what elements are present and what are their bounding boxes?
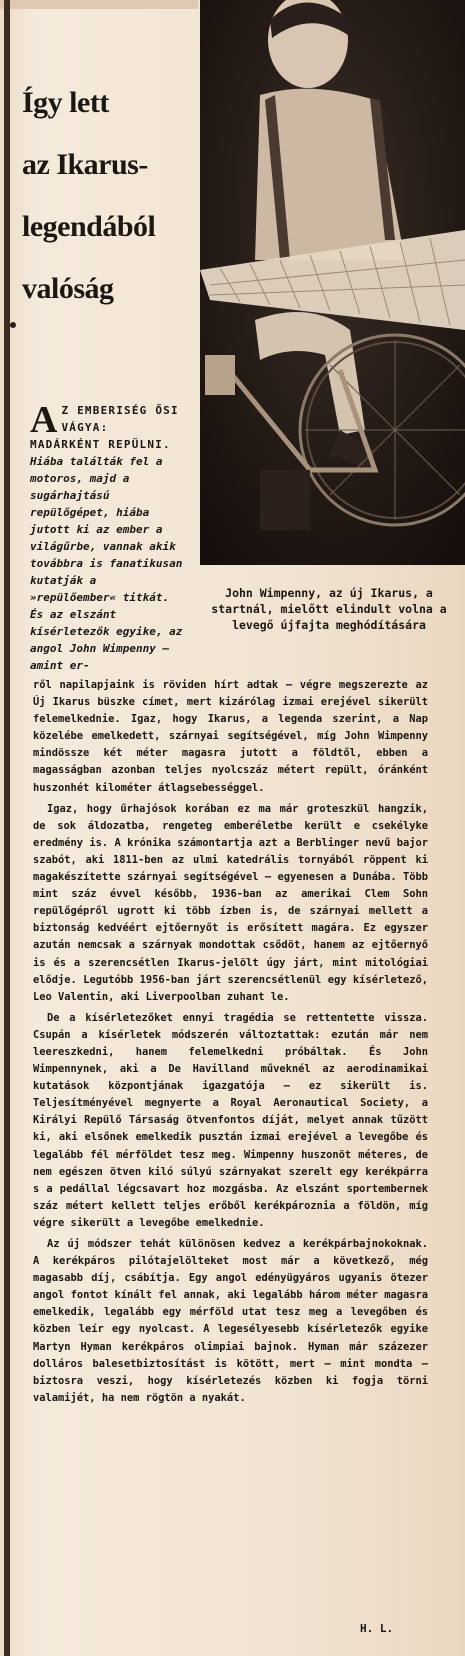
intro-text: Hiába találták fel a motoros, majd a sugárhajtású repülőgépet, hiába jutott ki az ember a világűrbe, vannak akik továbbra is fanatikusan kutatják a »repülőember« titkát. És az elszánt kísérletezők egyike, az angol John Wimpenny — amint er- (30, 455, 183, 672)
headline-line-3: legendából (22, 210, 156, 243)
article-intro (30, 399, 184, 674)
headline-line-2: az Ikarus- (22, 148, 148, 181)
headline-line-4: valóság (22, 272, 114, 305)
paragraph-2: Igaz, hogy űrhajósok korában ez ma már groteszkül hangzik, de sok áldozatba, rengeteg emberéletbe került e csekélyke eredmény is. A krónika számontartja azt a Berblinger nevű bajor szabót, aki 1811-ben az ulmi katedrális tornyából röppent ki magakészítette szárnyai segítségével — egyenesen a Dunába. Több mint száz évvel később, 1936-ban az amerikai Clem Sohn repülőgépről ugrott ki több ízben is, de szárnyai mellett a biztonság kedvéért ejtőernyőt is erősített magára. Ez egyszer azután nemcsak a szárnyak mondottak csődöt, hanem az ejtőernyő is és a szerencsétlen Ikarus-jelölt úgy járt, mint mitológiai elődje. Legutóbb 1956-ban járt szerencsétlenül egy kísérletező, Leo Valentin, aki Liverpoolban zuhant le. (33, 802, 428, 1003)
author-signature: H. L. (360, 1622, 394, 1635)
paragraph-1: ről napilapjaink is röviden hírt adtak — végre megszerezte az Új Ikarus büszke címet, mert kizárólag izmai erejével sikerült felemelkednie. Igaz, hogy Ikarus, a legenda szerint, a Nap közelébe emelkedett, szárnyai segítségével, míg John Wimpenny mindössze két méter magasra jutott a földtől, ebben a magasságban azonban teljes nyolcszáz métert repült, óránként huszonhét kilométer átlagsebességgel. (33, 679, 428, 794)
torn-edge (0, 0, 198, 9)
headline (22, 72, 192, 320)
paragraph-3: De a kísérletezőket ennyi tragédia se rettentette vissza. Csupán a kísérletek módszerén változtattak: ezután már nem leereszkedni, hanem felemelkedni próbáltak. És John Wimpennynek, aki a De Havilland műveknél az aerodinamikai kutatások központjának igazgatója — ez sikerült is. Teljesítményével megnyerte a Royal Aeronautical Society, a Királyi Repülő Társaság ötvenfontos díját, melyet annak tűzött ki, aki elsőnek emelkedik pusztán izmai erejével a levegőbe és legalább fél mérföldet tesz meg. Wimpenny huszonöt méteres, de nem egészen ötven kiló súlyú szárnyakat szerelt egy kerékpárra s a pedállal légcsavart hoz mozgásba. Az elszánt sportembernek száz métert kellett teljes erőből kerékpároznia a földön, míg végre sikerült a levegőbe emelkednie. (33, 1011, 428, 1229)
article-body (33, 677, 428, 1411)
column-rule (4, 0, 10, 1656)
paragraph-4: Az új módszer tehát különösen kedvez a kerékpárbajnokoknak. A kerékpáros pilótajelölteket most már a következő, még magasabb díj, csábítja. Egy angol edényügyáros ugyanis ötezer angol fontot kínált fel annak, aki legalább három méter magasra emelkedik, legalább egy mérföld utat tesz meg a levegőben és közben leír egy nyolcast. A legesélyesebb kísérletezők egyike Martyn Hyman kerékpáros olimpiai bajnok. Hyman már százezer dolláros balesetbiztosítást is kötött, mert — mint mondta — biztosra veszi, hogy kísérletezés közben ki fogja törni valamijét, ha nem rögtön a nyakát. (33, 1238, 428, 1404)
intro-caps: Z EMBERISÉG ŐSI VÁGYA: MADÁRKÉNT REPÜLNI. (30, 404, 179, 451)
cyclist-with-wings-photo (200, 0, 465, 565)
photo-caption: John Wimpenny, az új Ikarus, a startnál, mielőtt elindult volna a levegő újfajta meghódítására (211, 586, 447, 632)
bullet-dot-icon (10, 322, 16, 328)
drop-cap: A (30, 399, 58, 441)
headline-line-1: Így lett (22, 86, 109, 119)
